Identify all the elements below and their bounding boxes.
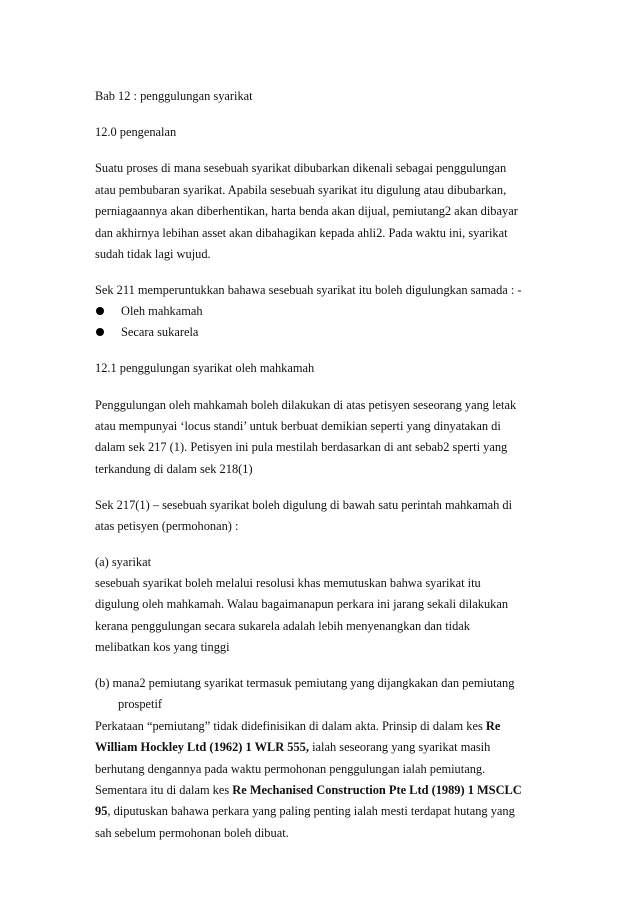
paragraph-line: kerana penggulungan secara sukarela adalah lebih menyenangkan dan tidak [95,619,470,633]
text-run: Sementara itu di dalam kes [95,783,233,797]
paragraph-line: atau pembubaran syarikat. Apabila sesebuah syarikat itu digulung atau dibubarkan, [95,183,507,197]
case-citation: 95 [95,804,108,818]
text-run: Perkataan “pemiutang” tidak didefinisikan di dalam akta. Prinsip di dalam kes [95,719,486,733]
paragraph-line: sesebuah syarikat boleh melalui resolusi khas memutuskan bahwa syarikat itu [95,576,481,590]
list-label-b-cont: prospetif [118,697,163,711]
case-citation: Re Mechanised Construction Pte Ltd (1989) 1 MSCLC [232,783,522,797]
bullet-item [95,301,295,321]
bullet-item [95,322,295,342]
list-label-b: (b) mana2 pemiutang syarikat termasuk pemiutang yang dijangkakan dan pemiutang [95,676,515,690]
paragraph-line [95,780,522,800]
paragraph-line: dan akhirnya lebihan asset akan dibahagikan kepada ahli2. Pada waktu ini, syarikat [95,226,508,240]
case-citation: William Hockley Ltd (1962) 1 WLR 555, [95,740,309,754]
paragraph-line: Penggulungan oleh mahkamah boleh dilakukan di atas petisyen seseorang yang letak [95,398,517,412]
paragraph-line [95,801,515,821]
bullet-icon [96,328,104,336]
paragraph-line: terkandung di dalam sek 218(1) [95,462,253,476]
paragraph-line: Sek 217(1) – sesebuah syarikat boleh digulung di bawah satu perintah mahkamah di [95,498,513,512]
bullet-text: Oleh mahkamah [121,304,203,318]
text-run: , diputuskan bahawa perkara yang paling penting ialah mesti terdapat hutang yang [107,804,515,818]
case-citation: Re [485,719,501,733]
bullet-icon [96,307,104,315]
paragraph-line: sah sebelum permohonan boleh dibuat. [95,826,289,840]
paragraph-line [95,716,500,736]
bullet-text: Secara sukarela [121,325,199,339]
paragraph-line: Suatu proses di mana sesebuah syarikat dibubarkan dikenali sebagai penggulungan [95,161,507,175]
paragraph-line [95,737,490,757]
paragraph-line: atas petisyen (permohonan) : [95,519,239,533]
paragraph-line: melibatkan kos yang tinggi [95,640,230,654]
chapter-title: Bab 12 : penggulungan syarikat [95,89,253,103]
list-label-a: (a) syarikat [95,555,152,569]
section-heading-12-1: 12.1 penggulungan syarikat oleh mahkamah [95,361,315,375]
paragraph-line: atau mempunyai ‘locus standi’ untuk berbuat demikian seperti yang dinyatakan di [95,419,501,433]
paragraph-line: perniagaannya akan diberhentikan, harta benda akan dijual, pemiutang2 akan dibayar [95,204,518,218]
paragraph-line: digulung oleh mahkamah. Walau bagaimanapun perkara ini jarang sekali dilakukan [95,597,509,611]
paragraph-line: berhutang dengannya pada waktu permohonan penggulungan ialah pemiutang. [95,762,486,776]
paragraph-line: Sek 211 memperuntukkan bahawa sesebuah syarikat itu boleh digulungkan samada : - [95,283,522,297]
paragraph-line: sudah tidak lagi wujud. [95,247,211,261]
section-heading-12-0: 12.0 pengenalan [95,125,177,139]
paragraph-line: dalam sek 217 (1). Petisyen ini pula mestilah berdasarkan di ant sebab2 sperti yang [95,440,508,454]
text-run: ialah seseorang yang syarikat masih [308,740,491,754]
